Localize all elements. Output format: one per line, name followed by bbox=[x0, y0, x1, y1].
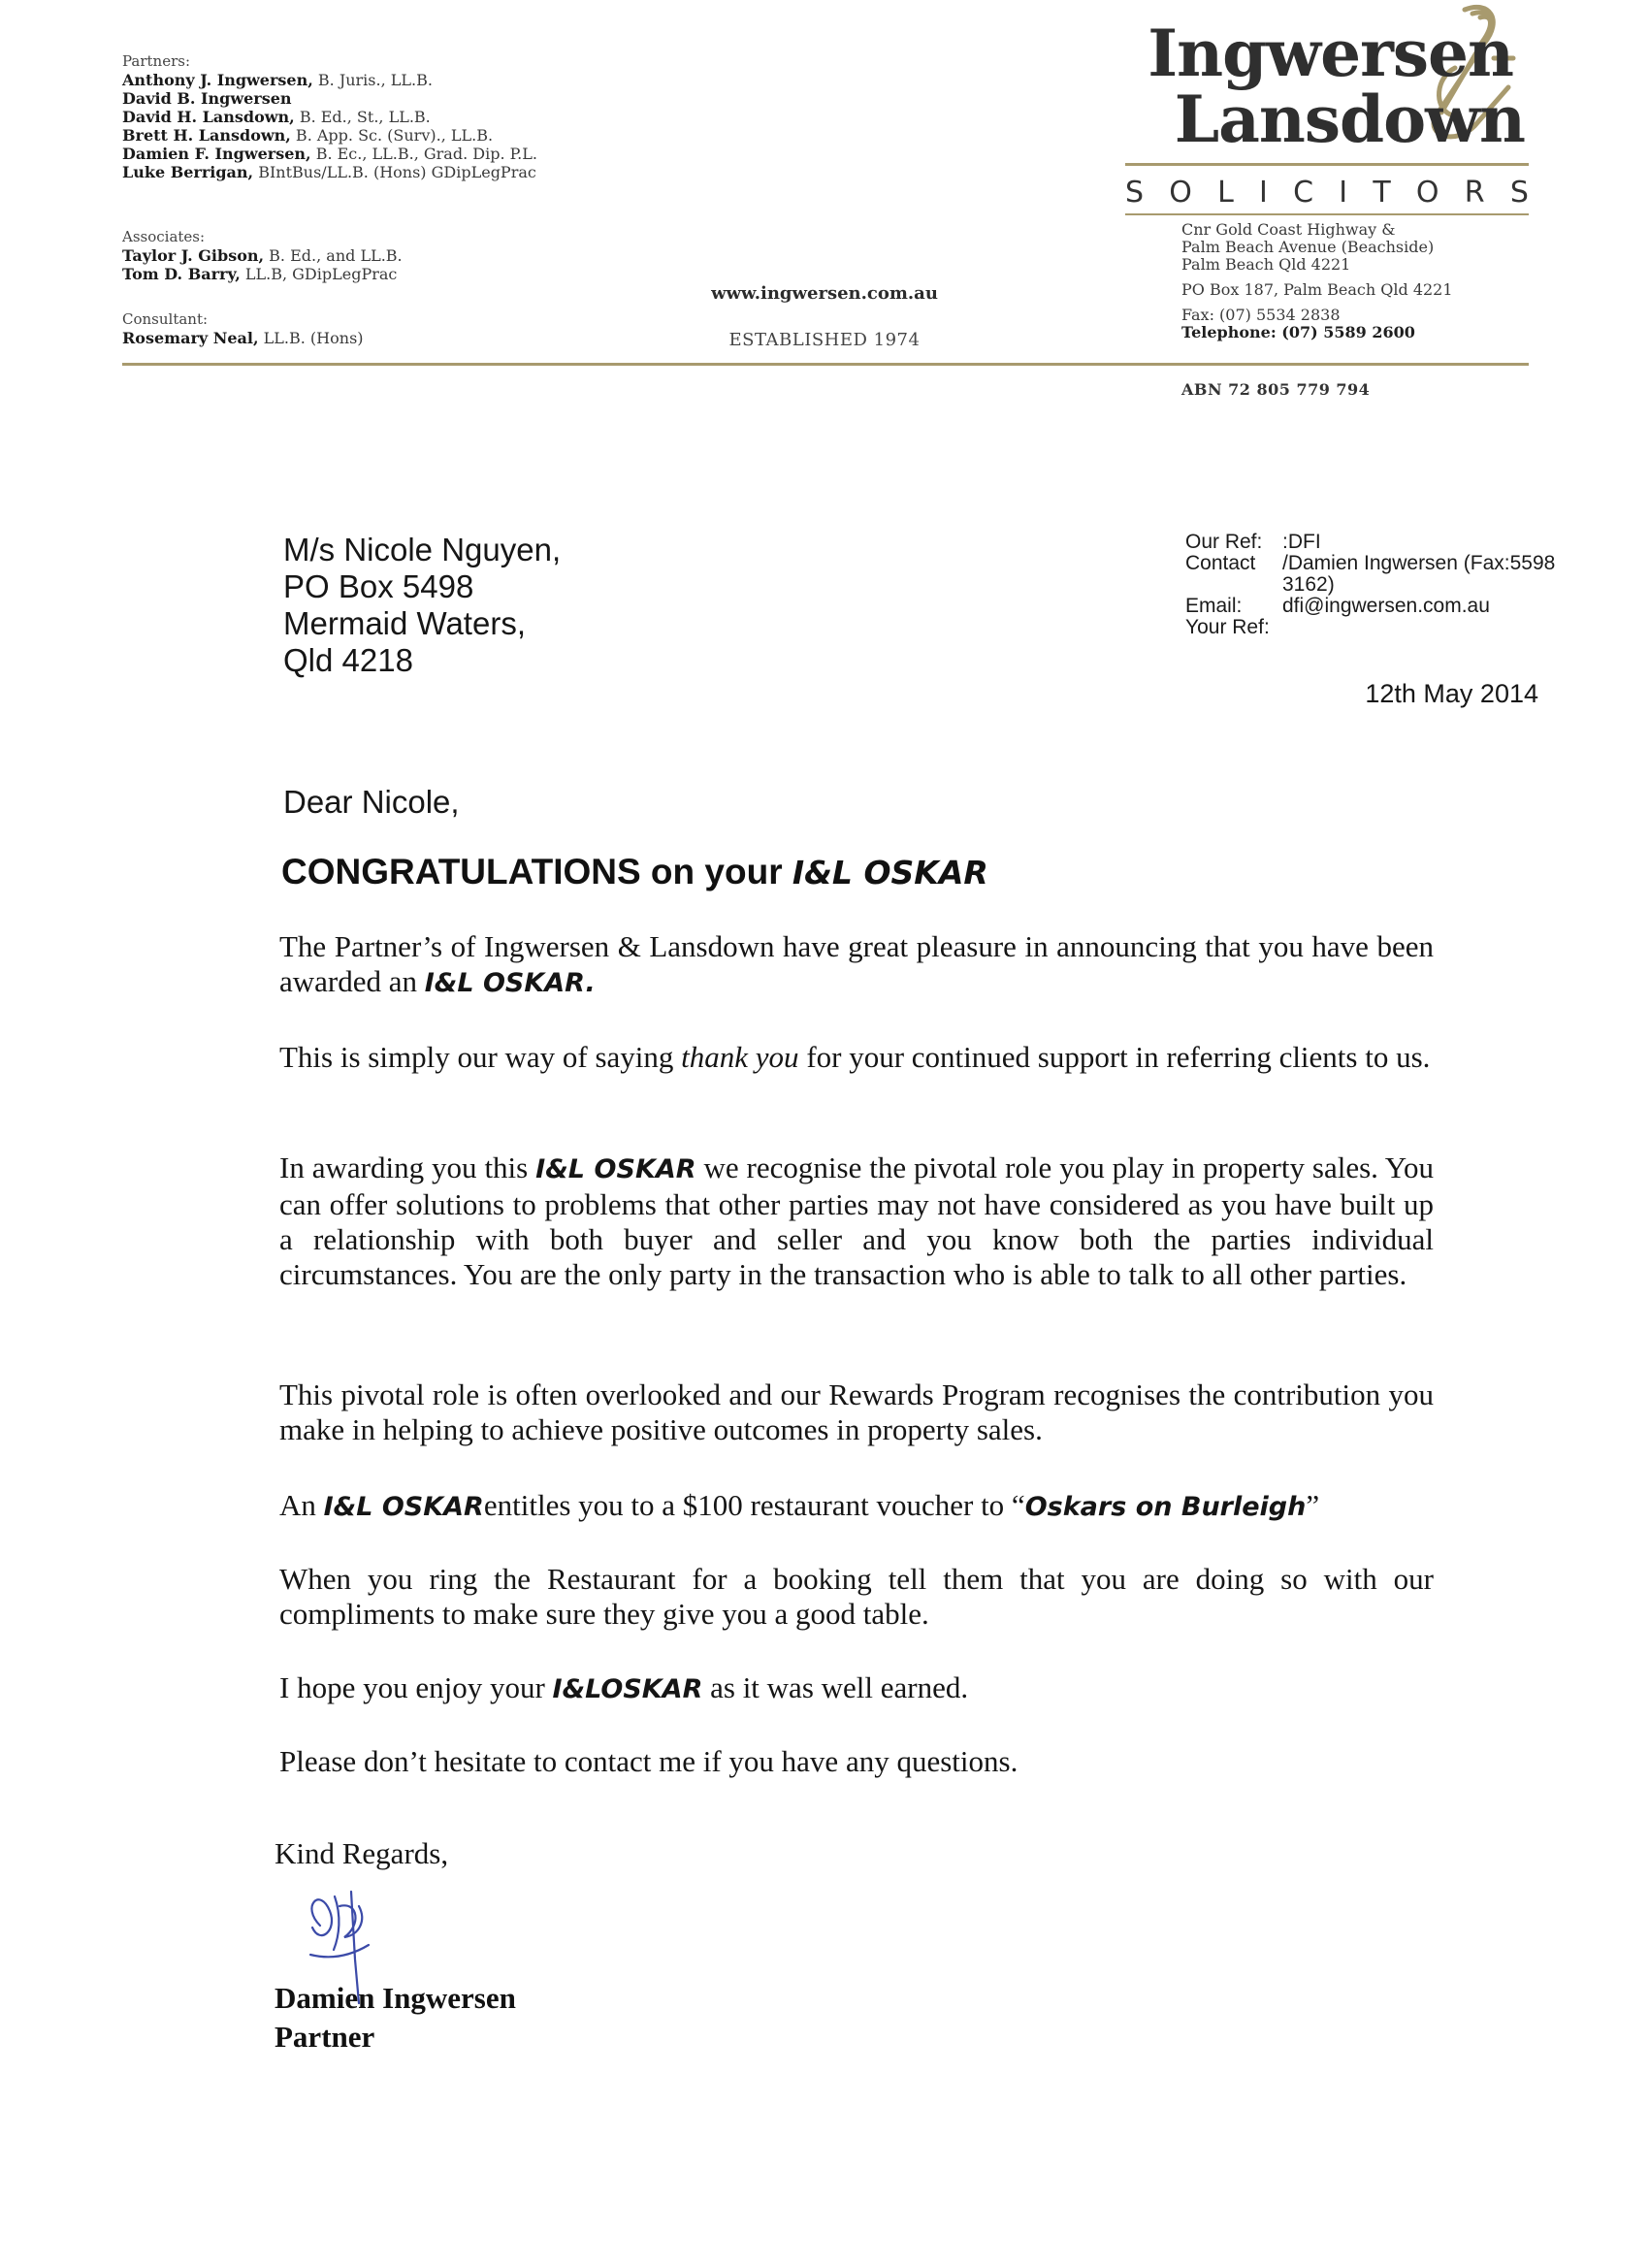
solicitors-letter: R bbox=[1464, 175, 1485, 210]
recipient-address bbox=[283, 532, 561, 679]
partner-name: David B. Ingwersen bbox=[122, 89, 292, 108]
paragraph-5 bbox=[279, 1488, 1434, 1525]
fax-line: Fax: (07) 5534 2838 bbox=[1181, 306, 1341, 324]
partners-label: Partners: bbox=[122, 52, 191, 70]
partner-line bbox=[122, 89, 537, 108]
associate-quals: B. Ed., and LL.B. bbox=[264, 246, 403, 265]
solicitors-letter: I bbox=[1339, 175, 1348, 210]
associate-line bbox=[122, 265, 403, 283]
our-ref-label: Our Ref: bbox=[1185, 531, 1263, 553]
p7-text: I hope you enjoy your bbox=[279, 1670, 553, 1704]
our-ref-row bbox=[1185, 532, 1555, 553]
p1-award: I&L OSKAR. bbox=[424, 968, 596, 998]
contact-row bbox=[1185, 553, 1555, 574]
recipient-line: Qld 4218 bbox=[283, 642, 413, 678]
logo-wordmark-line2: Lansdown bbox=[1174, 81, 1525, 157]
consultant-quals: LL.B. (Hons) bbox=[258, 329, 364, 347]
recipient-line: Mermaid Waters, bbox=[283, 605, 526, 641]
partner-quals: B. Ec., LL.B., Grad. Dip. P.L. bbox=[310, 145, 537, 163]
partner-line bbox=[122, 126, 537, 145]
p2-emphasis: thank you bbox=[681, 1040, 799, 1074]
consultant-label: Consultant: bbox=[122, 310, 209, 328]
email-label: Email: bbox=[1185, 595, 1243, 617]
p7-text-end: as it was well earned. bbox=[702, 1670, 969, 1704]
solicitors-letter: S bbox=[1509, 175, 1529, 210]
signer-name: Damien Ingwersen bbox=[275, 1981, 516, 2015]
abn-text: ABN 72 805 779 794 bbox=[1181, 380, 1371, 399]
consultant-name: Rosemary Neal, bbox=[122, 329, 259, 347]
contact-value: /Damien Ingwersen (Fax:5598 bbox=[1282, 552, 1556, 574]
partner-name: Damien F. Ingwersen, bbox=[122, 145, 311, 163]
p1-text: The Partner’s of Ingwersen & Lansdown have great pleasure in announcing that you have been awarded an bbox=[279, 929, 1434, 998]
associate-name: Tom D. Barry, bbox=[122, 265, 241, 283]
associate-name: Taylor J. Gibson, bbox=[122, 246, 265, 265]
solicitors-letter: O bbox=[1415, 175, 1439, 210]
contact-row-cont bbox=[1185, 574, 1555, 596]
solicitors-letter: I bbox=[1259, 175, 1268, 210]
signer-title: Partner bbox=[275, 2020, 375, 2054]
p5-text-mid: entitles you to a $100 restaurant voucher to “ bbox=[483, 1488, 1025, 1522]
partner-quals: B. App. Sc. (Surv)., LL.B. bbox=[290, 126, 494, 145]
consultant-line bbox=[122, 329, 364, 347]
paragraph-4: This pivotal role is often overlooked and our Rewards Program recognises the contribution you make in helping to achieve positive outcomes in property sales. bbox=[279, 1377, 1434, 1446]
p5-award: I&L OSKAR bbox=[323, 1492, 484, 1522]
solicitors-letter: S bbox=[1125, 175, 1145, 210]
established-text: ESTABLISHED 1974 bbox=[728, 330, 921, 350]
your-ref-row bbox=[1185, 617, 1555, 638]
solicitors-letter: T bbox=[1373, 175, 1391, 210]
partners-block bbox=[122, 52, 537, 181]
contact-label: Contact bbox=[1185, 552, 1256, 574]
associates-block bbox=[122, 228, 403, 283]
email-value[interactable]: dfi@ingwersen.com.au bbox=[1282, 595, 1490, 617]
recipient-line: M/s Nicole Nguyen, bbox=[283, 532, 562, 567]
partner-line bbox=[122, 71, 537, 89]
address-line: Palm Beach Avenue (Beachside) bbox=[1181, 238, 1435, 256]
solicitors-letter: O bbox=[1169, 175, 1192, 210]
email-row bbox=[1185, 596, 1555, 617]
paragraph-6: When you ring the Restaurant for a booking tell them that you are doing so with our compliments to make sure they give you a good table. bbox=[279, 1562, 1434, 1631]
contact-value-cont: 3162) bbox=[1282, 573, 1335, 596]
partner-line bbox=[122, 163, 537, 181]
solicitors-letter: L bbox=[1217, 175, 1234, 210]
p2-text-end: for your continued support in referring clients to us. bbox=[798, 1040, 1431, 1074]
p7-award: I&LOSKAR bbox=[552, 1674, 703, 1704]
salutation: Dear Nicole, bbox=[283, 784, 460, 820]
paragraph-2 bbox=[279, 1040, 1434, 1075]
paragraph-7 bbox=[279, 1670, 1434, 1707]
your-ref-label: Your Ref: bbox=[1185, 616, 1270, 638]
letter-date: 12th May 2014 bbox=[1365, 679, 1538, 708]
associate-quals: LL.B, GDipLegPrac bbox=[240, 265, 398, 283]
p3-text-end: we recognise the pivotal role you play in property sales. You can offer solutions to problems that other parties may not have considered as you have built up a relationship with both buyer and seller and you know both the parties individual circumstances. You are the only party in the transaction who is able to talk to all other parties. bbox=[279, 1150, 1434, 1291]
partner-quals: B. Ed., St., LL.B. bbox=[294, 108, 431, 126]
p3-award: I&L OSKAR bbox=[535, 1154, 696, 1184]
reference-block bbox=[1185, 532, 1555, 638]
solicitors-letter: C bbox=[1293, 175, 1314, 210]
our-ref-value: :DFI bbox=[1282, 531, 1321, 553]
letterhead-divider bbox=[122, 363, 1529, 366]
recipient-line: PO Box 5498 bbox=[283, 568, 474, 604]
website-link[interactable]: www.ingwersen.com.au bbox=[711, 283, 938, 304]
partner-line bbox=[122, 108, 537, 126]
partner-name: Brett H. Lansdown, bbox=[122, 126, 291, 145]
partner-line bbox=[122, 145, 537, 163]
partner-name: David H. Lansdown, bbox=[122, 108, 295, 126]
partner-quals: B. Juris., LL.B. bbox=[312, 71, 433, 89]
address-line: Palm Beach Qld 4221 bbox=[1181, 255, 1351, 274]
telephone-line: Telephone: (07) 5589 2600 bbox=[1181, 323, 1415, 341]
logo-wordmark-line1: Ingwersen bbox=[1148, 16, 1513, 91]
firm-address-block bbox=[1181, 221, 1453, 341]
heading-award: I&L OSKAR bbox=[792, 854, 988, 891]
partner-quals: BIntBus/LL.B. (Hons) GDipLegPrac bbox=[253, 163, 536, 181]
paragraph-8: Please don’t hesitate to contact me if you have any questions. bbox=[279, 1744, 1018, 1778]
paragraph-3 bbox=[279, 1150, 1434, 1292]
associates-label: Associates: bbox=[122, 228, 206, 245]
logo-divider-bottom bbox=[1125, 213, 1529, 215]
associate-line bbox=[122, 246, 403, 265]
address-line: Cnr Gold Coast Highway & bbox=[1181, 220, 1396, 239]
consultant-block bbox=[122, 310, 364, 347]
p2-text: This is simply our way of saying bbox=[279, 1040, 682, 1074]
signoff: Kind Regards, bbox=[275, 1836, 449, 1870]
p5-venue: Oskars on Burleigh bbox=[1024, 1492, 1307, 1522]
address-line: PO Box 187, Palm Beach Qld 4221 bbox=[1181, 280, 1453, 299]
solicitors-tagline bbox=[1125, 173, 1529, 211]
letter-heading bbox=[281, 852, 988, 892]
partner-name: Luke Berrigan, bbox=[122, 163, 254, 181]
heading-text: CONGRATULATIONS on your bbox=[281, 852, 792, 891]
partner-name: Anthony J. Ingwersen, bbox=[122, 71, 313, 89]
paragraph-1 bbox=[279, 929, 1434, 1001]
p5-text: An bbox=[279, 1488, 324, 1522]
p3-text: In awarding you this bbox=[279, 1150, 536, 1184]
p5-text-end: ” bbox=[1306, 1488, 1320, 1522]
logo-divider-top bbox=[1125, 163, 1529, 166]
signer-block bbox=[275, 1979, 516, 2057]
